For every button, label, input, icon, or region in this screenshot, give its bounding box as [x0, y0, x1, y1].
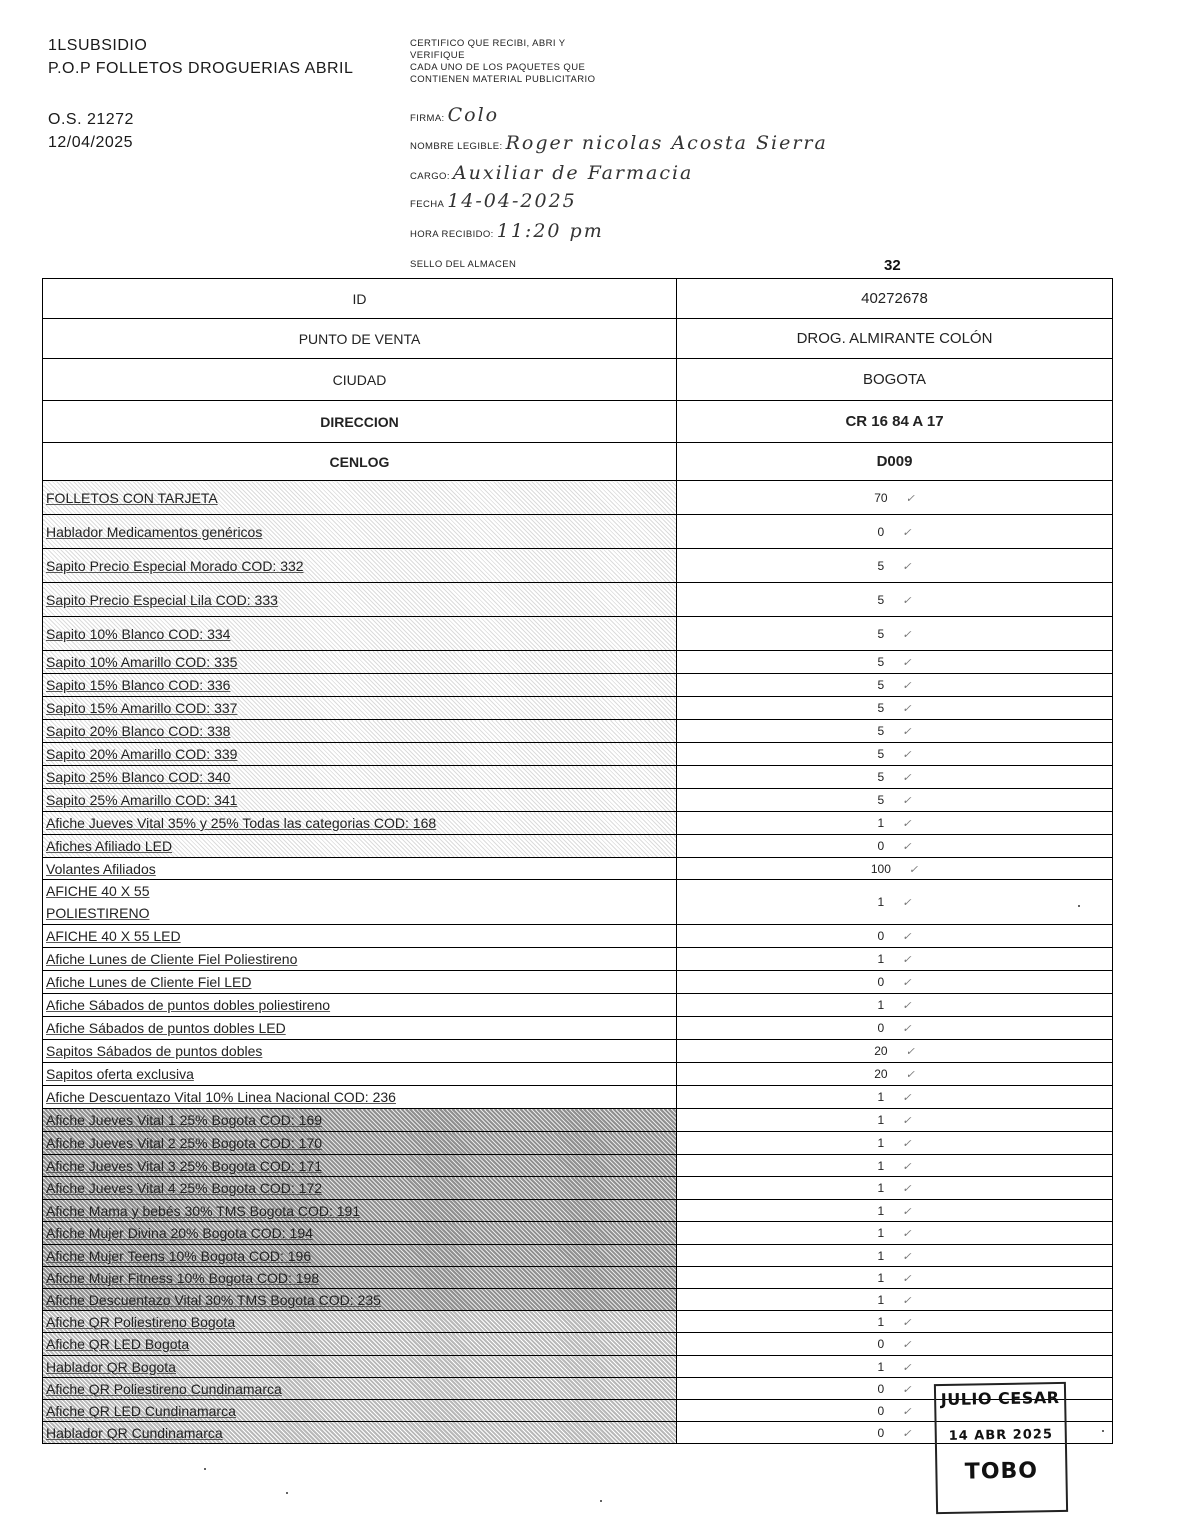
cargo-field	[410, 162, 693, 184]
item-qty: 1	[877, 1314, 885, 1329]
firma-signature: Colo	[447, 104, 500, 126]
item-qty-cell	[677, 1177, 1113, 1200]
item-label: Hablador Medicamentos genéricos	[46, 523, 263, 540]
header-line-1: 1LSUBSIDIO	[48, 37, 148, 54]
scan-speck	[286, 1492, 288, 1494]
item-qty: 0	[877, 929, 885, 943]
header-row-label: ID	[43, 279, 677, 319]
checkmark-icon: ✓	[902, 999, 912, 1012]
item-qty-cell	[677, 948, 1113, 971]
item-qty-cell	[677, 994, 1113, 1017]
checkmark-icon: ✓	[902, 656, 912, 669]
checkmark-icon: ✓	[902, 1426, 912, 1440]
item-label-cell	[43, 481, 677, 515]
item-label-cell	[43, 880, 677, 925]
header-row-label: PUNTO DE VENTA	[43, 319, 677, 359]
item-qty-cell	[677, 1109, 1113, 1132]
checkmark-icon: ✓	[902, 1338, 912, 1351]
item-qty: 70	[874, 490, 888, 505]
item-qty: 1	[877, 1158, 885, 1173]
nombre-label: NOMBRE LEGIBLE:	[410, 141, 503, 152]
service-order: O.S. 21272	[48, 111, 134, 128]
item-label-cell	[43, 835, 677, 858]
item-row	[43, 1267, 1113, 1289]
checkmark-icon: ✓	[902, 1159, 912, 1173]
certificate-text	[410, 38, 595, 86]
header-row-value: D009	[677, 443, 1113, 481]
item-row	[43, 1063, 1113, 1086]
item-label-cell	[43, 1132, 677, 1155]
checkmark-icon: ✓	[902, 1091, 912, 1104]
item-row	[43, 1086, 1113, 1109]
item-qty-cell	[677, 1086, 1113, 1109]
header-row	[43, 401, 1113, 443]
checkmark-icon: ✓	[902, 748, 912, 761]
item-label-cell	[43, 1155, 677, 1177]
item-qty-cell	[677, 674, 1113, 697]
item-row	[43, 1017, 1113, 1040]
item-label-cell	[43, 858, 677, 880]
item-qty-cell	[677, 880, 1113, 925]
document-header	[48, 34, 353, 154]
item-qty-cell	[677, 617, 1113, 651]
checkmark-icon: ✓	[902, 930, 912, 943]
item-label: Sapito 25% Blanco COD: 340	[46, 769, 231, 785]
item-qty: 5	[877, 592, 885, 607]
item-label: Afiche QR LED Bogota	[46, 1336, 190, 1352]
item-row	[43, 481, 1113, 515]
item-qty: 20	[874, 1067, 888, 1081]
header-row-label: CENLOG	[43, 443, 677, 481]
header-date: 12/04/2025	[48, 134, 134, 151]
item-label: Afiche Mujer Teens 10% Bogota COD: 196	[46, 1247, 312, 1264]
item-qty: 1	[877, 1113, 885, 1127]
fecha-field	[410, 190, 577, 212]
checkmark-icon: ✓	[902, 840, 912, 853]
item-row	[43, 858, 1113, 880]
checkmark-icon: ✓	[902, 896, 912, 909]
checkmark-icon: ✓	[902, 525, 912, 539]
cargo-label: CARGO:	[410, 171, 450, 182]
item-label: Afiche Descuentazo Vital 30% TMS Bogota COD: 235	[46, 1291, 381, 1308]
item-qty: 1	[877, 1136, 885, 1150]
item-row	[43, 1333, 1113, 1356]
item-row	[43, 971, 1113, 994]
item-label-cell	[43, 1422, 677, 1444]
item-qty: 5	[877, 770, 885, 784]
item-label: Afiche QR Poliestireno Bogota	[46, 1313, 236, 1330]
item-qty-cell	[677, 1311, 1113, 1333]
checkmark-icon: ✓	[905, 1045, 915, 1058]
header-row-label: DIRECCION	[43, 401, 677, 443]
item-qty: 1	[877, 816, 885, 830]
checkmark-icon: ✓	[902, 627, 912, 641]
item-label: Volantes Afiliados	[46, 860, 156, 877]
item-qty: 1	[877, 1248, 885, 1263]
fecha-label: FECHA	[410, 199, 445, 210]
checkmark-icon: ✓	[908, 862, 919, 876]
item-label-cell	[43, 1267, 677, 1289]
cargo-value: Auxiliar de Farmacia	[452, 162, 694, 184]
item-qty-cell	[677, 812, 1113, 835]
header-row	[43, 319, 1113, 359]
item-label-cell	[43, 1017, 677, 1040]
item-label: Afiche QR LED Cundinamarca	[46, 1402, 236, 1419]
stamp-line-2: 14 ABR 2025	[948, 1427, 1054, 1444]
item-qty: 0	[877, 1337, 885, 1351]
item-qty: 0	[877, 1021, 885, 1035]
item-label-cell	[43, 1040, 677, 1063]
item-label-cell	[43, 515, 677, 549]
item-label-cell	[43, 743, 677, 766]
item-label: Sapito Precio Especial Morado COD: 332	[46, 557, 304, 574]
item-label: Sapito Precio Especial Lila COD: 333	[46, 591, 278, 608]
item-qty-cell	[677, 1356, 1113, 1378]
certificate-line: CONTIENEN MATERIAL PUBLICITARIO	[410, 74, 596, 85]
checkmark-icon: ✓	[902, 1271, 912, 1285]
header-row-value: 40272678	[677, 279, 1113, 319]
checkmark-icon: ✓	[902, 1022, 912, 1035]
item-label-cell	[43, 1333, 677, 1356]
header-row-value: CR 16 84 A 17	[677, 401, 1113, 443]
item-label: AFICHE 40 X 55	[46, 883, 150, 899]
item-label: Afiches Afiliado LED	[46, 838, 173, 854]
header-line-2: P.O.P FOLLETOS DROGUERIAS ABRIL	[48, 60, 354, 77]
checkmark-icon: ✓	[902, 702, 912, 715]
checkmark-icon: ✓	[902, 1382, 912, 1396]
item-qty-cell	[677, 743, 1113, 766]
item-qty: 100	[870, 861, 891, 876]
checkmark-icon: ✓	[902, 1249, 912, 1263]
checkmark-icon: ✓	[902, 976, 912, 989]
header-row	[43, 359, 1113, 401]
checkmark-icon: ✓	[902, 1315, 912, 1329]
item-qty-cell	[677, 481, 1113, 515]
stamp-line-1: JULIO CESAR	[940, 1387, 1060, 1410]
item-qty-cell	[677, 858, 1113, 880]
item-qty: 1	[877, 998, 885, 1012]
item-label: Hablador QR Bogota	[46, 1358, 176, 1375]
checkmark-icon: ✓	[902, 1404, 912, 1418]
item-qty-cell	[677, 583, 1113, 617]
item-label-cell	[43, 617, 677, 651]
item-row	[43, 925, 1113, 948]
item-label: Sapito 15% Blanco COD: 336	[46, 677, 231, 693]
checkmark-icon: ✓	[902, 725, 912, 738]
item-row	[43, 835, 1113, 858]
item-qty: 1	[877, 895, 885, 909]
item-label: Afiche Sábados de puntos dobles poliestireno	[46, 997, 331, 1013]
item-qty: 0	[877, 839, 885, 853]
sello-label: SELLO DEL ALMACEN	[410, 259, 517, 270]
item-row	[43, 1177, 1113, 1200]
item-row	[43, 720, 1113, 743]
scan-speck	[1078, 905, 1080, 907]
item-qty: 5	[877, 724, 885, 738]
hora-label: HORA RECIBIDO:	[410, 229, 494, 240]
item-label: Sapito 25% Amarillo COD: 341	[46, 792, 238, 808]
item-qty-cell	[677, 1132, 1113, 1155]
delivery-table	[42, 278, 1113, 1444]
item-row	[43, 1200, 1113, 1222]
item-qty-cell	[677, 651, 1113, 674]
item-label-cell	[43, 1356, 677, 1378]
header-row	[43, 279, 1113, 319]
item-label-cell	[43, 789, 677, 812]
item-qty-cell	[677, 1040, 1113, 1063]
item-label-cell	[43, 766, 677, 789]
item-row	[43, 617, 1113, 651]
item-row	[43, 789, 1113, 812]
scan-speck	[600, 1500, 602, 1502]
item-row	[43, 743, 1113, 766]
hora-field	[410, 220, 604, 242]
checkmark-icon: ✓	[902, 1114, 912, 1127]
item-qty: 0	[877, 1425, 885, 1440]
item-row	[43, 948, 1113, 971]
store-stamp	[934, 1382, 1068, 1514]
item-qty: 5	[877, 558, 885, 573]
item-label: Afiche Jueves Vital 1 25% Bogota COD: 169	[46, 1112, 323, 1128]
item-qty: 5	[877, 793, 885, 807]
delivery-table-body	[43, 279, 1113, 1444]
item-row	[43, 766, 1113, 789]
checkmark-icon: ✓	[902, 1182, 912, 1195]
item-qty-cell	[677, 1267, 1113, 1289]
header-row-value: BOGOTA	[677, 359, 1113, 401]
hora-value: 11:20 pm	[496, 220, 604, 242]
item-row	[43, 1155, 1113, 1177]
item-label: Hablador QR Cundinamarca	[46, 1424, 223, 1441]
item-qty: 5	[877, 678, 885, 692]
item-label-cell	[43, 651, 677, 674]
checkmark-icon: ✓	[902, 1227, 912, 1240]
item-qty-cell	[677, 766, 1113, 789]
item-row	[43, 812, 1113, 835]
item-qty-cell	[677, 1017, 1113, 1040]
item-label: Afiche QR Poliestireno Cundinamarca	[46, 1380, 282, 1397]
item-qty: 1	[877, 952, 885, 966]
header-row	[43, 443, 1113, 481]
item-qty-cell	[677, 1289, 1113, 1311]
firma-field	[410, 104, 499, 126]
page-number: 32	[884, 257, 901, 274]
item-label: Sapitos Sábados de puntos dobles	[46, 1043, 263, 1059]
item-label-cell	[43, 549, 677, 583]
item-row	[43, 651, 1113, 674]
item-qty-cell	[677, 835, 1113, 858]
checkmark-icon: ✓	[902, 593, 912, 607]
item-qty-cell	[677, 697, 1113, 720]
item-row	[43, 1222, 1113, 1245]
item-label: Sapito 10% Amarillo COD: 335	[46, 654, 238, 670]
item-label-cell	[43, 1311, 677, 1333]
item-row	[43, 1109, 1113, 1132]
item-qty-cell	[677, 515, 1113, 549]
item-qty: 20	[874, 1044, 888, 1058]
item-label: Afiche Lunes de Cliente Fiel LED	[46, 974, 252, 990]
item-qty: 1	[877, 1181, 885, 1195]
item-label-cell	[43, 1177, 677, 1200]
item-label: Afiche Lunes de Cliente Fiel Poliestireno	[46, 951, 298, 967]
item-label: Afiche Mujer Fitness 10% Bogota COD: 198	[46, 1269, 320, 1286]
item-label-cell	[43, 1063, 677, 1086]
item-row	[43, 1311, 1113, 1333]
item-label-cell	[43, 971, 677, 994]
item-row	[43, 515, 1113, 549]
firma-label: FIRMA:	[410, 113, 445, 124]
item-label-cell	[43, 994, 677, 1017]
nombre-value: Roger nicolas Acosta Sierra	[505, 132, 828, 154]
item-label-cell	[43, 674, 677, 697]
item-label: Afiche Jueves Vital 4 25% Bogota COD: 172	[46, 1180, 323, 1196]
stamp-line-3: TOBO	[964, 1458, 1039, 1485]
item-qty-cell	[677, 789, 1113, 812]
checkmark-icon: ✓	[902, 1204, 912, 1218]
item-label-line-2: POLIESTIRENO	[46, 905, 150, 921]
item-qty-cell	[677, 1200, 1113, 1222]
item-qty: 5	[877, 626, 885, 641]
checkmark-icon: ✓	[902, 1293, 912, 1307]
item-qty-cell	[677, 549, 1113, 583]
checkmark-icon: ✓	[905, 1068, 915, 1081]
certificate-line: CADA UNO DE LOS PAQUETES QUE	[410, 62, 586, 73]
item-label-cell	[43, 925, 677, 948]
checkmark-icon: ✓	[902, 1137, 912, 1150]
item-qty-cell	[677, 1063, 1113, 1086]
item-qty: 1	[877, 1359, 885, 1374]
checkmark-icon: ✓	[902, 794, 912, 807]
item-row	[43, 1356, 1113, 1378]
item-qty: 1	[877, 1203, 885, 1218]
scan-speck	[204, 1468, 206, 1470]
item-label-cell	[43, 1222, 677, 1245]
item-label: Afiche Mujer Divina 20% Bogota COD: 194	[46, 1225, 313, 1241]
fecha-value: 14-04-2025	[447, 190, 577, 212]
item-label: Sapito 20% Amarillo COD: 339	[46, 746, 238, 762]
item-qty: 0	[877, 975, 885, 989]
item-qty: 1	[877, 1226, 885, 1240]
item-label-cell	[43, 720, 677, 743]
item-row	[43, 674, 1113, 697]
checkmark-icon: ✓	[902, 771, 912, 784]
item-label: Sapito 10% Blanco COD: 334	[46, 625, 231, 642]
header-row-label: CIUDAD	[43, 359, 677, 401]
item-row	[43, 1245, 1113, 1267]
item-label-cell	[43, 1200, 677, 1222]
item-label-cell	[43, 697, 677, 720]
item-label: Sapito 20% Blanco COD: 338	[46, 723, 231, 739]
item-label-cell	[43, 1109, 677, 1132]
item-label-cell	[43, 948, 677, 971]
item-qty-cell	[677, 1222, 1113, 1245]
header-row-value: DROG. ALMIRANTE COLÓN	[677, 319, 1113, 359]
item-qty: 5	[877, 701, 885, 715]
item-label-cell	[43, 1245, 677, 1267]
item-label-cell	[43, 1378, 677, 1400]
checkmark-icon: ✓	[902, 559, 912, 573]
item-qty-cell	[677, 1245, 1113, 1267]
checkmark-icon: ✓	[902, 953, 912, 966]
item-label-cell	[43, 1289, 677, 1311]
item-label: Sapitos oferta exclusiva	[46, 1066, 194, 1082]
item-qty-cell	[677, 1333, 1113, 1356]
item-qty: 0	[877, 524, 885, 539]
item-label: Sapito 15% Amarillo COD: 337	[46, 700, 238, 716]
item-row	[43, 697, 1113, 720]
item-row	[43, 1132, 1113, 1155]
item-qty: 1	[877, 1090, 885, 1104]
item-qty: 5	[877, 655, 885, 669]
item-qty-cell	[677, 925, 1113, 948]
item-label: Afiche Descuentazo Vital 10% Linea Nacional COD: 236	[46, 1089, 396, 1105]
item-label: FOLLETOS CON TARJETA	[46, 489, 218, 506]
item-label: Afiche Jueves Vital 35% y 25% Todas las categorias COD: 168	[46, 815, 437, 831]
item-qty-cell	[677, 1155, 1113, 1177]
item-row	[43, 1289, 1113, 1311]
item-qty: 5	[877, 747, 885, 761]
checkmark-icon: ✓	[902, 817, 912, 830]
scan-speck	[1102, 1430, 1104, 1432]
item-qty-cell	[677, 720, 1113, 743]
item-label: Afiche Sábados de puntos dobles LED	[46, 1020, 286, 1036]
item-qty: 0	[877, 1381, 885, 1396]
item-row	[43, 994, 1113, 1017]
item-label: Afiche Jueves Vital 2 25% Bogota COD: 170	[46, 1135, 323, 1151]
item-label: Afiche Mama y bebés 30% TMS Bogota COD: 191	[46, 1202, 361, 1219]
item-qty-cell	[677, 971, 1113, 994]
item-qty: 1	[877, 1292, 885, 1307]
checkmark-icon: ✓	[905, 491, 915, 505]
item-label: AFICHE 40 X 55 LED	[46, 928, 181, 944]
certificate-line: CERTIFICO QUE RECIBI, ABRI Y	[410, 38, 566, 49]
item-qty: 1	[877, 1270, 885, 1285]
item-label-cell	[43, 583, 677, 617]
checkmark-icon: ✓	[902, 679, 912, 692]
nombre-field	[410, 132, 828, 154]
item-row	[43, 880, 1113, 925]
item-label-cell	[43, 1400, 677, 1422]
item-qty: 0	[877, 1403, 885, 1418]
item-label-cell	[43, 812, 677, 835]
item-label-cell	[43, 1086, 677, 1109]
item-row	[43, 583, 1113, 617]
item-row	[43, 549, 1113, 583]
item-label: Afiche Jueves Vital 3 25% Bogota COD: 171	[46, 1157, 323, 1174]
item-row	[43, 1040, 1113, 1063]
checkmark-icon: ✓	[902, 1360, 912, 1374]
certificate-line: VERIFIQUE	[410, 50, 465, 61]
